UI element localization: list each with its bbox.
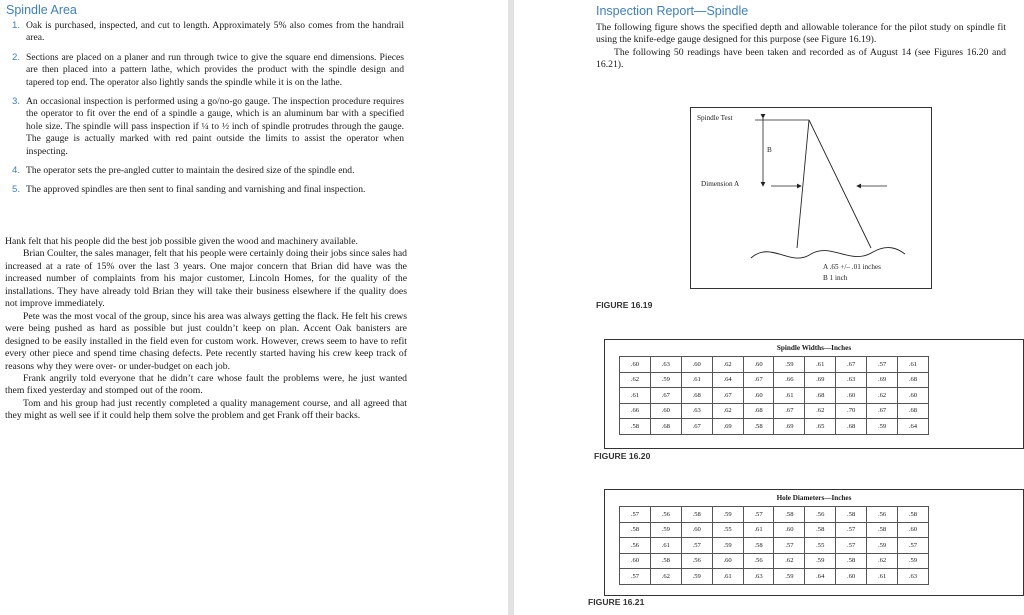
table-cell: .68 [898,403,929,419]
list-item [12,52,404,89]
list-number: 1. [12,20,21,31]
dimension-b-label: B [767,146,772,154]
table-cell: .59 [867,419,898,435]
table-row [620,507,929,523]
table-row [620,553,929,569]
table-cell: .59 [650,522,681,538]
section-title-spindle-area: Spindle Area [6,3,77,17]
table-cell: .56 [681,553,712,569]
table-cell: .57 [743,507,774,523]
table-cell: .61 [712,569,743,585]
table-cell: .62 [620,372,651,388]
table-cell: .62 [650,569,681,585]
table-cell: .59 [805,553,836,569]
left-page [0,0,508,615]
paragraph: Hank felt that his people did the best job possible given the wood and machinery available. [5,236,358,247]
table-cell: .66 [774,372,805,388]
figure-caption-16-20: FIGURE 16.20 [594,451,651,461]
table-cell: .68 [836,419,867,435]
table-cell: .57 [836,538,867,554]
table-cell: .57 [620,569,651,585]
table-cell: .68 [805,388,836,404]
spindle-widths-table [604,339,1024,449]
table-cell: .67 [867,403,898,419]
table-cell: .62 [774,553,805,569]
table-cell: .57 [867,357,898,373]
table-cell: .59 [712,507,743,523]
list-item-text: Oak is purchased, inspected, and cut to length. Approximately 5% also comes from the handrail area. [26,20,404,44]
fraction-half: ½ [221,120,230,132]
table-row [620,388,929,404]
table-cell: .60 [743,388,774,404]
table-cell: .60 [898,522,929,538]
table-cell: .67 [743,372,774,388]
table-cell: .60 [620,357,651,373]
table-cell: .55 [805,538,836,554]
table-cell: .58 [774,507,805,523]
table-cell: .64 [898,419,929,435]
paragraph: Pete was the most vocal of the group, since his area was always getting the flack. He felt his crews were being pushed as hard as possible but just couldn’t keep on plan. Accent Oak banisters are designed to be easily installed in the field even for custom work. However, crews seem to have to refit every other piece and spend time chasing defects. Pete recently started having his crew keep track of reasons why they were over- or under-budget on each job. [5,310,407,372]
table-title: Spindle Widths—Inches [776,344,852,352]
table-cell: .58 [836,553,867,569]
table-row [620,403,929,419]
table-cell: .56 [867,507,898,523]
table-cell: .60 [743,357,774,373]
table-cell: .59 [774,357,805,373]
table-cell: .68 [650,419,681,435]
table-cell: .60 [712,553,743,569]
table-cell: .66 [620,403,651,419]
table-row [620,538,929,554]
list-number: 3. [12,96,21,108]
list-number: 4. [12,165,21,177]
table-cell: .67 [774,403,805,419]
table-row [620,522,929,538]
list-item-text: Sections are placed on a planer and run through twice to give the square end dimensions. Pieces are then placed into a pattern lathe, which provides the product with the spindle design and tapered top end. The operator also lightly sands the spindle while it is on the lathe. [26,51,404,88]
list-number: 2. [12,51,21,63]
table-cell: .59 [650,372,681,388]
table-cell: .57 [774,538,805,554]
table-title: Hole Diameters—Inches [776,494,852,502]
table-cell: .61 [681,372,712,388]
table-cell: .58 [620,419,651,435]
table-cell: .68 [681,388,712,404]
spindle-left-edge [797,120,809,248]
hole-diameters-grid [619,506,929,585]
spindle-right-edge [809,120,871,248]
spindle-diagram-drawing [691,108,931,288]
table-cell: .58 [836,507,867,523]
table-cell: .59 [774,569,805,585]
list-item-text: The approved spindles are then sent to final sanding and varnishing and final inspection. [26,184,366,196]
table-cell: .59 [712,538,743,554]
table-cell: .59 [898,553,929,569]
table-cell: .56 [743,553,774,569]
table-cell: .62 [867,388,898,404]
list-item-text: to [208,120,222,132]
table-cell: .58 [743,419,774,435]
paragraph: Frank angrily told everyone that he didn’t care whose fault the problems were, he just wanted them fixed yesterday and stomped out of the room. [5,372,407,397]
table-cell: .63 [898,569,929,585]
table-cell: .59 [681,569,712,585]
list-item [12,20,404,45]
list-item [12,184,404,196]
narrative-paragraphs [5,236,407,423]
table-cell: .68 [898,372,929,388]
section-title-inspection-report: Inspection Report—Spindle [596,4,749,18]
table-cell: .60 [681,357,712,373]
table-cell: .67 [681,419,712,435]
list-item [12,165,404,177]
table-cell: .56 [620,538,651,554]
table-cell: .63 [836,372,867,388]
table-cell: .58 [867,522,898,538]
table-cell: .61 [805,357,836,373]
table-cell: .63 [743,569,774,585]
table-cell: .60 [650,403,681,419]
table-row [620,372,929,388]
table-cell: .60 [898,388,929,404]
table-cell: .62 [867,553,898,569]
right-page [514,0,1024,615]
list-item-text: An occasional inspection is performed using a go/no-go gauge. The inspection procedure requires the operator to fit over the end of a spindle a gauge, which is an aluminum bar with a specified hole size. The spindle will pass inspection if [26,96,404,132]
paragraph: The following figure shows the specified depth and allowable tolerance for the pilot study on spindle fit using the knife-edge gauge designed for this purpose (see Figure 16.19). [596,22,1006,46]
table-cell: .58 [898,507,929,523]
list-item-text: inch of spindle protrudes through the gauge. The gauge is actually marked with red paint outside the limits to assist the operator when inspecting. [26,120,405,157]
paragraph: The following 50 readings have been taken and recorded as of August 14 (see Figures 16.20 and 16.21). [596,46,1006,71]
wavy-break-line [751,248,905,259]
table-cell: .65 [805,419,836,435]
table-cell: .61 [620,388,651,404]
table-cell: .63 [681,403,712,419]
table-cell: .58 [650,553,681,569]
table-cell: .55 [712,522,743,538]
table-row [620,419,929,435]
table-cell: .61 [743,522,774,538]
dimension-a-label: Dimension A [701,180,740,188]
table-cell: .58 [805,522,836,538]
spindle-widths-grid [619,356,929,435]
table-cell: .63 [650,357,681,373]
paragraph: Tom and his group had just recently completed a quality management course, and all agreed that they might as well see if it could help them solve the problem and get Frank off their backs. [5,397,407,422]
table-cell: .58 [743,538,774,554]
table-cell: .61 [867,569,898,585]
table-cell: .68 [743,403,774,419]
list-number: 5. [12,184,21,196]
paragraph: Brian Coulter, the sales manager, felt that his people were certainly doing their jobs since sales had increased at a rate of 15% over the last 3 years. One major concern that Brian did have was the increased number of complaints from his major customer, Lincoln Homes, for the quality of the installations. They have already told Brian they will take their business elsewhere if the quality does not improve immediately. [5,248,407,310]
table-row [620,357,929,373]
list-item [12,96,404,158]
table-cell: .64 [712,372,743,388]
tolerance-note-b: B 1 inch [823,274,848,282]
table-cell: .67 [836,357,867,373]
hole-diameters-table [604,489,1024,596]
figure-caption-16-21: FIGURE 16.21 [588,597,645,607]
table-cell: .61 [898,357,929,373]
table-cell: .59 [867,538,898,554]
table-cell: .60 [836,388,867,404]
table-cell: .67 [712,388,743,404]
table-cell: .61 [650,538,681,554]
table-cell: .57 [898,538,929,554]
figure-caption-16-19: FIGURE 16.19 [596,300,653,310]
spindle-gauge-diagram [690,107,932,289]
table-cell: .64 [805,569,836,585]
table-cell: .60 [620,553,651,569]
table-cell: .57 [620,507,651,523]
table-cell: .56 [805,507,836,523]
process-steps-list [12,20,404,204]
table-cell: .69 [712,419,743,435]
table-cell: .60 [681,522,712,538]
table-cell: .69 [805,372,836,388]
table-cell: .62 [805,403,836,419]
table-cell: .62 [712,357,743,373]
table-cell: .69 [774,419,805,435]
table-cell: .57 [681,538,712,554]
table-cell: .67 [650,388,681,404]
table-cell: .58 [620,522,651,538]
table-cell: .60 [836,569,867,585]
table-cell: .62 [712,403,743,419]
list-item-text: The operator sets the pre-angled cutter to maintain the desired size of the spindle end. [26,165,355,177]
inspection-intro [596,22,1006,72]
table-cell: .60 [774,522,805,538]
tolerance-note-a: A .65 +/– .01 inches [823,263,881,271]
table-cell: .61 [774,388,805,404]
table-row [620,569,929,585]
table-cell: .58 [681,507,712,523]
table-cell: .69 [867,372,898,388]
spindle-test-label: Spindle Test [697,114,733,122]
table-cell: .70 [836,403,867,419]
fraction-quarter: ¼ [201,120,209,132]
table-cell: .57 [836,522,867,538]
table-cell: .56 [650,507,681,523]
